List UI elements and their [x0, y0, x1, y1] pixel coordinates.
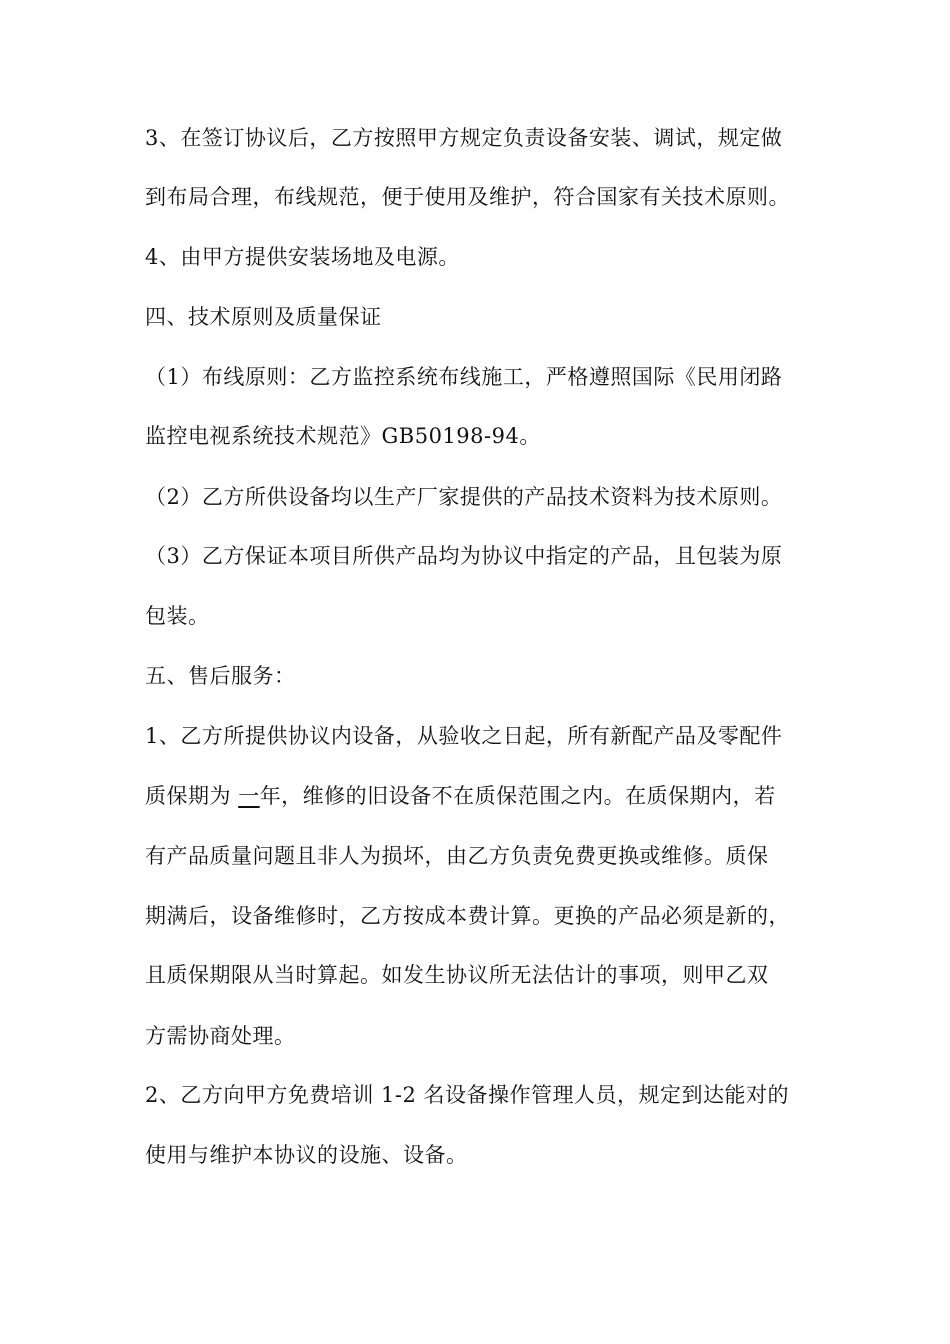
section-heading-4: 四、技术原则及质量保证 [145, 305, 382, 329]
warranty-before: 质保期为 [145, 784, 239, 808]
text-line: 3、在签订协议后，乙方按照甲方规定负责设备安装、调试，规定做 [145, 126, 783, 150]
text-line: 4、由甲方提供安装场地及电源。 [145, 245, 460, 269]
text-line: 到布局合理，布线规范，便于使用及维护，符合国家有关技术原则。 [145, 185, 790, 209]
text-line: 方需协商处理。 [145, 1024, 296, 1048]
warranty-after: 年，维修的旧设备不在质保范围之内。在质保期内，若 [259, 784, 776, 808]
text-line: 1、乙方所提供协议内设备，从验收之日起，所有新配产品及零配件 [145, 724, 783, 748]
text-line: 2、乙方向甲方免费培训 1-2 名设备操作管理人员，规定到达能对的 [145, 1083, 790, 1107]
text-line: 使用与维护本协议的设施、设备。 [145, 1143, 468, 1167]
section-heading-5: 五、售后服务： [145, 664, 296, 688]
text-line: 有产品质量问题且非人为损坏，由乙方负责免费更换或维修。质保 [145, 844, 769, 868]
warranty-line [145, 781, 835, 811]
text-line: 包装。 [145, 604, 210, 628]
warranty-period: 一 [238, 784, 260, 808]
text-line: 期满后，设备维修时，乙方按成本费计算。更换的产品必须是新的， [145, 904, 790, 928]
text-line: （2）乙方所供设备均以生产厂家提供的产品技术资料为技术原则。 [145, 485, 783, 509]
text-line: 监控电视系统技术规范》GB50198-94。 [145, 424, 541, 448]
text-line: （3）乙方保证本项目所供产品均为协议中指定的产品，且包装为原 [145, 544, 783, 568]
text-line: 且质保期限从当时算起。如发生协议所无法估计的事项，则甲乙双 [145, 963, 769, 987]
text-line: （1）布线原则：乙方监控系统布线施工，严格遵照国际《民用闭路 [145, 365, 783, 389]
